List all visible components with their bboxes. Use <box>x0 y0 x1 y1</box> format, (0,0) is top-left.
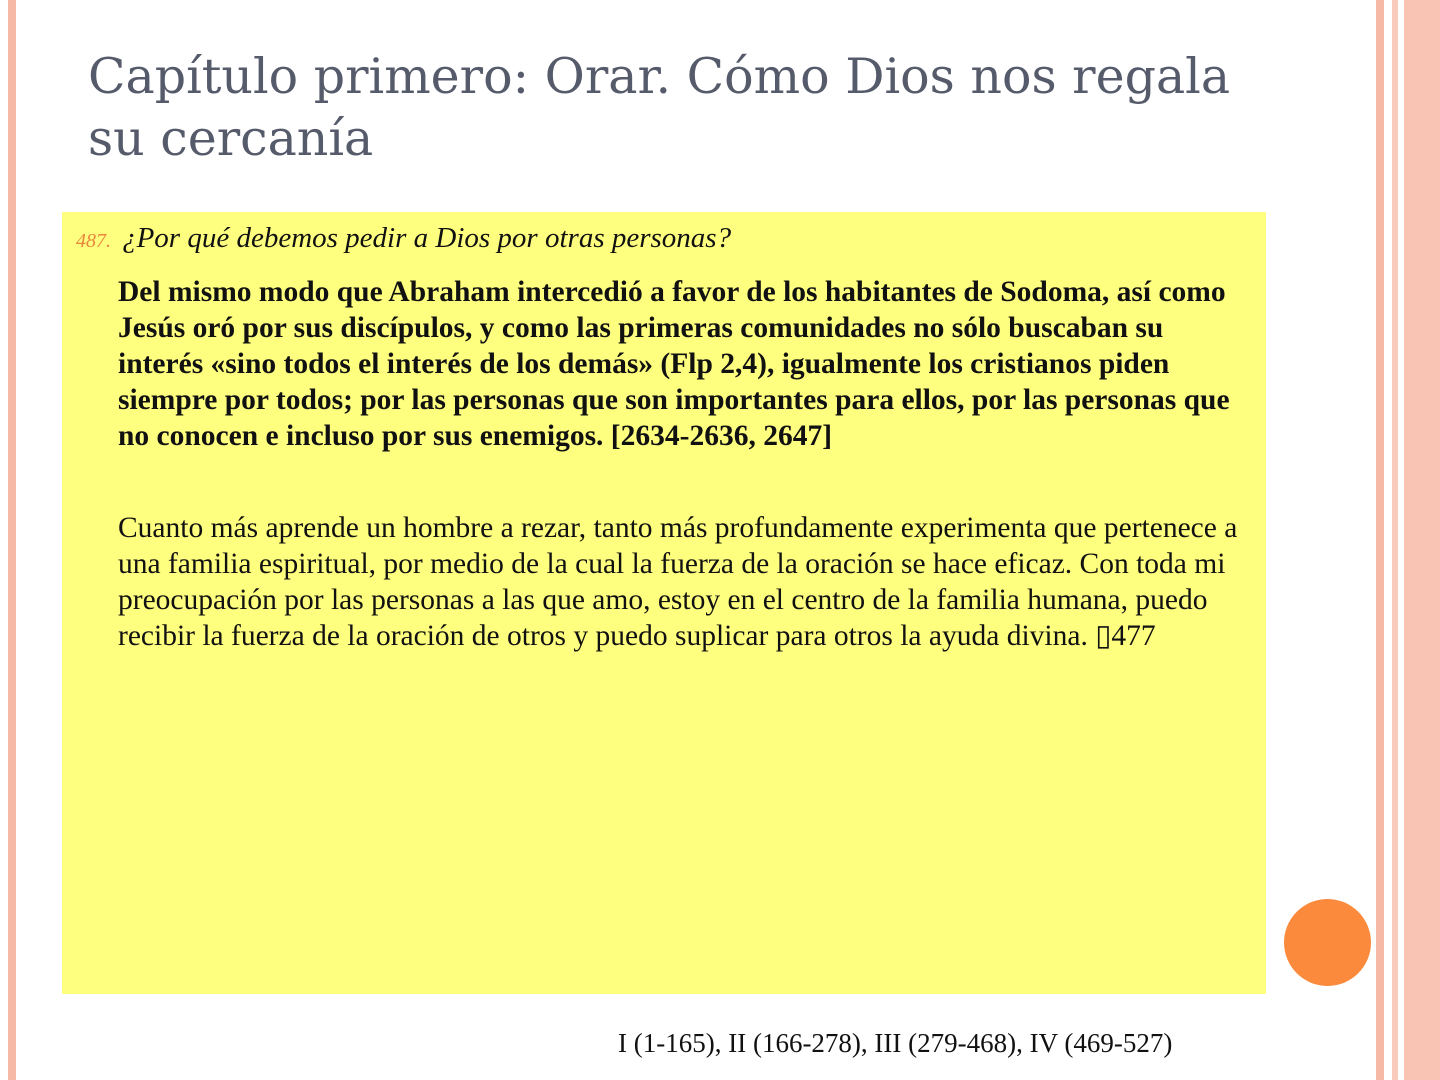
decorative-circle <box>1284 899 1371 986</box>
question-number: 487. <box>76 230 111 252</box>
answer-text: Del mismo modo que Abraham intercedió a favor de los habitantes de Sodoma, así como Jesús oró por sus discípulos, y como las primeras comunidades no sólo buscaban su interés «sino todos el interés de los demás» (Flp 2,4), igualmente los cristianos piden siempre por todos; por las personas que son importantes para ellos, por las personas que no conocen e incluso por sus enemigos. [2634-2636, 2647] <box>118 276 1230 452</box>
right-border-stripe <box>1392 0 1398 1080</box>
question-row <box>76 222 731 255</box>
slide-title: Capítulo primero: Orar. Cómo Dios nos regala su cercanía <box>88 48 1231 167</box>
commentary-text: Cuanto más aprende un hombre a rezar, tanto más profundamente experimenta que pertenece a una familia espiritual, por medio de la cual la fuerza de la oración se hace eficaz. Con toda mi preocupación por las personas a las que amo, estoy en el centro de la familia humana, puedo recibir la fuerza de la oración de otros y puedo suplicar para otros la ayuda divina. ▯477 <box>118 512 1238 652</box>
left-border-stripe <box>8 0 16 1080</box>
right-border-stripe <box>1404 0 1440 1080</box>
section-ranges-footer: I (1-165), II (166-278), III (279-468), IV (469-527) <box>618 1028 1173 1058</box>
right-border-stripe <box>1376 0 1384 1080</box>
question-text: ¿Por qué debemos pedir a Dios por otras personas? <box>122 222 732 254</box>
content-box <box>62 212 1266 994</box>
